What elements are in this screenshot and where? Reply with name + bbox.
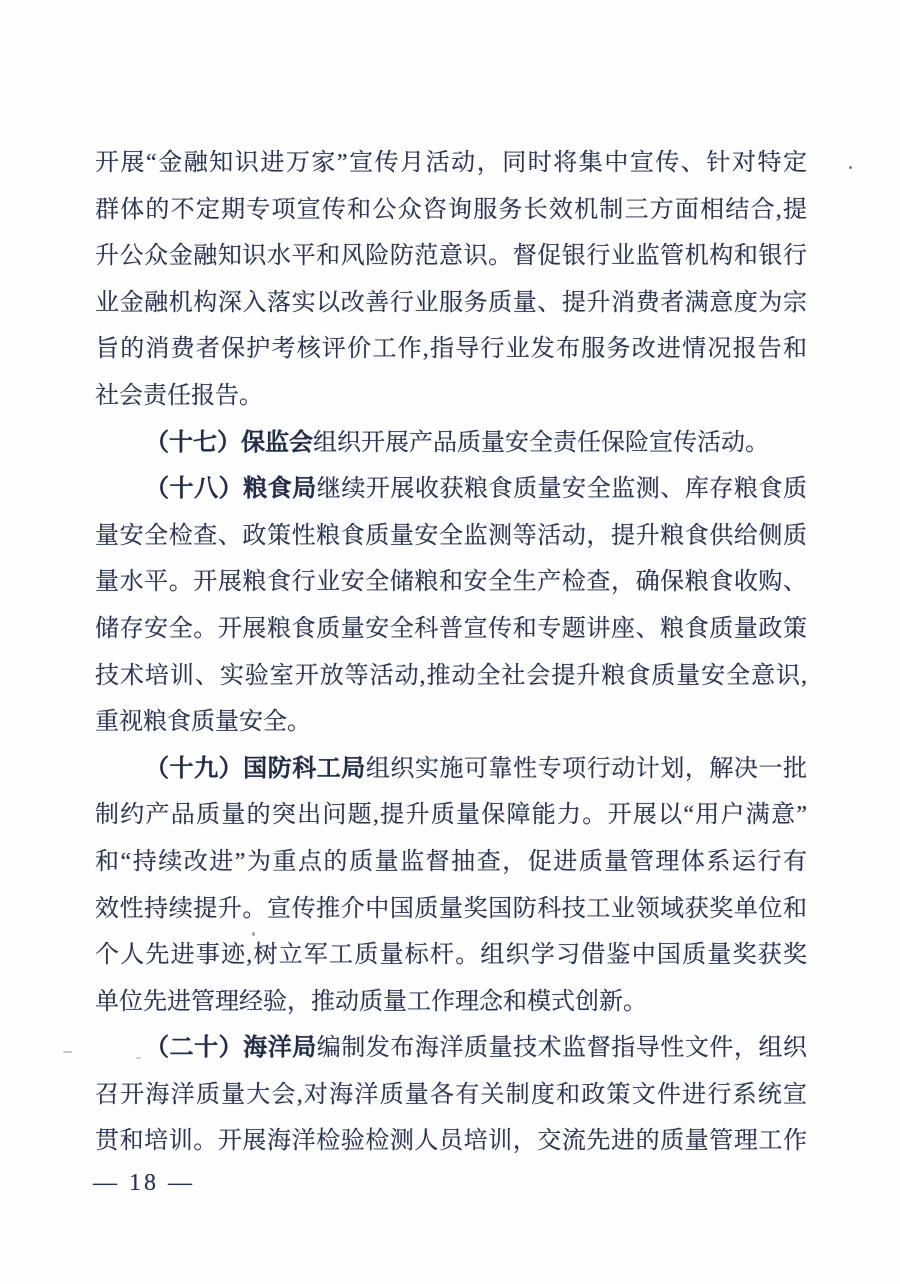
text-line: 储存安全。开展粮食质量安全科普宣传和专题讲座、粮食质量政策 <box>95 615 807 642</box>
text-segment: 编制发布海洋质量技术监督指导性文件，组织 <box>316 1035 808 1062</box>
text-line: 效性持续提升。宣传推介中国质量奖国防科技工业领域获奖单位和 <box>95 895 807 922</box>
agency-name-baojianhui: （十七）保监会 <box>145 429 313 456</box>
scan-speck <box>136 1057 141 1059</box>
scan-speck <box>252 932 255 936</box>
agency-name-guofangkegongju: （十九）国防科工局 <box>145 755 366 782</box>
text-line: 单位先进管理经验，推动质量工作理念和模式创新。 <box>95 988 647 1015</box>
text-line: 制约产品质量的突出问题,提升质量保障能力。开展以“用户满意” <box>95 802 807 829</box>
text-line: 召开海洋质量大会,对海洋质量各有关制度和政策文件进行系统宣 <box>95 1081 807 1108</box>
text-line: 旨的消费者保护考核评价工作,指导行业发布服务改进情况报告和 <box>95 336 807 363</box>
agency-name-haiyangju: （二十）海洋局 <box>145 1035 317 1062</box>
text-line: 群体的不定期专项宣传和公众咨询服务长效机制三方面相结合,提 <box>95 196 807 223</box>
scan-speck <box>63 1051 72 1053</box>
text-line: 和“持续改进”为重点的质量监督抽查，促进质量管理体系运行有 <box>95 848 807 875</box>
para-19-heading-line <box>95 746 807 793</box>
text-line: 社会责任报告。 <box>95 382 263 409</box>
text-segment: 组织开展产品质量安全责任保险宣传活动。 <box>313 429 769 456</box>
agency-name-liangshiju: （十八）粮食局 <box>145 476 317 503</box>
para-17-heading-line <box>95 420 807 467</box>
text-line: 贯和培训。开展海洋检验检测人员培训，交流先进的质量管理工作 <box>95 1128 807 1155</box>
document-body <box>95 140 807 1165</box>
text-line: 量水平。开展粮食行业安全储粮和安全生产检查，确保粮食收购、 <box>95 569 807 596</box>
page-number: — 18 — <box>93 1170 195 1196</box>
para-18-heading-line <box>95 466 807 513</box>
text-line: 重视粮食质量安全。 <box>95 709 311 736</box>
text-line: 个人先进事迹,树立军工质量标杆。组织学习借鉴中国质量奖获奖 <box>95 942 807 969</box>
scan-speck <box>849 166 852 169</box>
para-20-heading-line <box>95 1025 807 1072</box>
text-line: 开展“金融知识进万家”宣传月活动，同时将集中宣传、针对特定 <box>95 150 807 176</box>
text-line: 量安全检查、政策性粮食质量安全监测等活动，提升粮食供给侧质 <box>95 522 807 549</box>
text-line: 技术培训、实验室开放等活动,推动全社会提升粮食质量安全意识, <box>95 662 807 689</box>
text-line: 升公众金融知识水平和风险防范意识。督促银行业监管机构和银行 <box>95 243 807 270</box>
text-line: 业金融机构深入落实以改善行业服务质量、提升消费者满意度为宗 <box>95 289 807 316</box>
text-segment: 组织实施可靠性专项行动计划，解决一批 <box>365 755 808 782</box>
text-segment: 继续开展收获粮食质量安全监测、库存粮食质 <box>316 476 808 503</box>
